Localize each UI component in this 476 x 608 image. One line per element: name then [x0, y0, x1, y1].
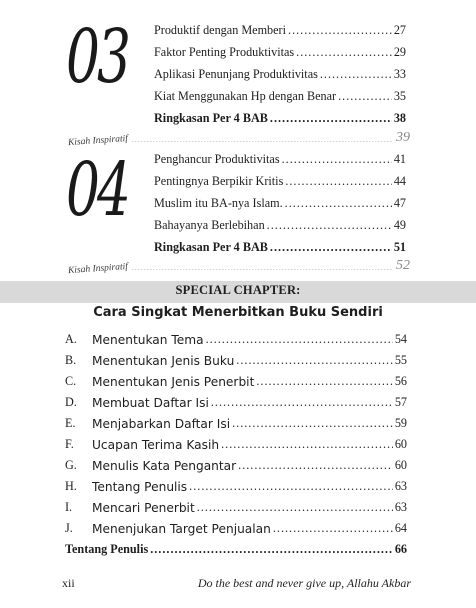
dot-leader	[150, 542, 393, 557]
toc-entry-title: Bahayanya Berlebihan	[154, 218, 265, 232]
toc-entry-title: Ringkasan Per 4 BAB	[154, 111, 268, 125]
special-list-item[interactable]	[65, 515, 407, 536]
dot-leader	[273, 521, 393, 536]
toc-entry[interactable]	[154, 17, 406, 38]
kisah-inspiratif-entry[interactable]	[67, 254, 410, 277]
item-letter: C.	[65, 374, 77, 388]
toc-entry-page: 51	[393, 240, 406, 254]
item-title: Menentukan Jenis Buku	[92, 354, 235, 368]
dot-leader	[206, 332, 393, 347]
toc-entry[interactable]	[154, 83, 406, 104]
dot-leader	[288, 23, 392, 38]
item-title: Menulis Kata Pengantar	[92, 459, 237, 473]
item-letter: H.	[65, 479, 77, 493]
dot-leader	[132, 135, 392, 144]
item-page: 54	[394, 332, 407, 346]
kisah-inspiratif-page: 52	[396, 258, 410, 273]
dot-leader	[270, 111, 392, 126]
toc-entry-title: Kiat Menggunakan Hp dengan Benar	[154, 89, 337, 103]
toc-entry-title: Aplikasi Penunjang Produktivitas	[154, 67, 318, 81]
toc-entry-title: Penghancur Produktivitas	[154, 152, 280, 166]
item-letter: F.	[65, 437, 74, 451]
dot-leader	[197, 500, 393, 515]
toc-entry-page: 33	[393, 67, 406, 81]
toc-entry[interactable]	[154, 39, 406, 60]
item-letter: I.	[65, 500, 73, 514]
dot-leader	[238, 458, 393, 473]
toc-entry-page: 38	[393, 111, 406, 125]
item-title: Menjabarkan Daftar Isi	[92, 417, 231, 431]
special-list-item[interactable]	[65, 473, 407, 494]
item-title: Menentukan Jenis Penerbit	[92, 375, 255, 389]
kisah-inspiratif-page: 39	[396, 130, 410, 145]
special-list-item[interactable]	[65, 431, 407, 452]
item-page: 63	[394, 479, 407, 493]
toc-entry-summary[interactable]	[154, 105, 406, 126]
dot-leader	[285, 196, 392, 211]
item-page: 55	[394, 353, 407, 367]
toc-entry[interactable]	[154, 168, 406, 189]
toc-entry-page: 44	[393, 174, 406, 188]
toc-entry[interactable]	[154, 61, 406, 82]
toc-entry[interactable]	[154, 190, 406, 211]
special-list-item[interactable]	[65, 494, 407, 515]
special-list-item[interactable]	[65, 368, 407, 389]
chapter-3-number: 03	[66, 14, 129, 100]
dot-leader	[256, 374, 392, 389]
special-list-item[interactable]	[65, 326, 407, 347]
item-title: Mencari Penerbit	[92, 501, 195, 515]
item-page: 57	[394, 395, 407, 409]
dot-leader	[189, 479, 393, 494]
kisah-inspiratif-label: Kisah Inspiratif	[67, 261, 129, 277]
dot-leader	[132, 263, 392, 272]
item-title: Tentang Penulis	[92, 480, 188, 494]
item-title: Ucapan Terima Kasih	[92, 438, 220, 452]
special-list-item[interactable]	[65, 389, 407, 410]
item-letter: G.	[65, 458, 77, 472]
dot-leader	[285, 174, 392, 189]
toc-entry-page: 49	[393, 218, 406, 232]
toc-entry-page: 27	[393, 23, 406, 37]
toc-entry-summary[interactable]	[154, 234, 406, 255]
special-chapter-heading: SPECIAL CHAPTER:	[175, 283, 301, 297]
toc-entry-title: Pentingnya Berpikir Kritis	[154, 174, 284, 188]
dot-leader	[296, 45, 392, 60]
dot-leader	[232, 416, 393, 431]
toc-entry-title: Ringkasan Per 4 BAB	[154, 240, 268, 254]
toc-entry-tentang-penulis[interactable]	[65, 536, 407, 557]
dot-leader	[270, 240, 392, 255]
item-letter: J.	[65, 521, 73, 535]
toc-entry-title: Tentang Penulis	[65, 542, 149, 556]
item-letter: E.	[65, 416, 76, 430]
toc-entry-page: 47	[393, 196, 406, 210]
dot-leader	[221, 437, 393, 452]
toc-entry-title: Muslim itu BA-nya Islam.	[154, 196, 283, 210]
dot-leader	[320, 67, 392, 82]
item-page: 63	[394, 500, 407, 514]
special-list-item[interactable]	[65, 347, 407, 368]
item-title: Menentukan Tema	[92, 333, 204, 347]
item-title: Menenjukan Target Penjualan	[92, 522, 271, 536]
item-page: 60	[394, 458, 407, 472]
dot-leader	[236, 353, 393, 368]
toc-entry[interactable]	[154, 212, 406, 233]
item-letter: B.	[65, 353, 77, 367]
dot-leader	[211, 395, 393, 410]
special-chapter-subtitle: Cara Singkat Menerbitkan Buku Sendiri	[93, 305, 383, 320]
special-list-item[interactable]	[65, 410, 407, 431]
item-page: 59	[394, 416, 407, 430]
footer-motto: Do the best and never give up, Allahu Akbar	[197, 576, 411, 590]
page-number: xii	[62, 576, 75, 590]
toc-entry-title: Produktif dengan Memberi	[154, 23, 287, 37]
toc-entry-title: Faktor Penting Produktivitas	[154, 45, 295, 59]
dot-leader	[267, 218, 392, 233]
kisah-inspiratif-label: Kisah Inspiratif	[67, 133, 129, 149]
item-letter: A.	[65, 332, 77, 346]
kisah-inspiratif-entry[interactable]	[67, 126, 410, 149]
dot-leader	[282, 152, 392, 167]
item-page: 64	[394, 521, 407, 535]
item-page: 56	[394, 374, 407, 388]
toc-entry[interactable]	[154, 146, 406, 167]
special-list-item[interactable]	[65, 452, 407, 473]
item-page: 60	[394, 437, 407, 451]
chapter-4-number: 04	[66, 147, 129, 233]
toc-entry-page: 35	[393, 89, 406, 103]
dot-leader	[338, 89, 392, 104]
item-title: Membuat Daftar Isi	[92, 396, 209, 410]
toc-entry-page: 29	[393, 45, 406, 59]
item-letter: D.	[65, 395, 77, 409]
toc-entry-page: 41	[393, 152, 406, 166]
toc-entry-page: 66	[394, 542, 407, 556]
